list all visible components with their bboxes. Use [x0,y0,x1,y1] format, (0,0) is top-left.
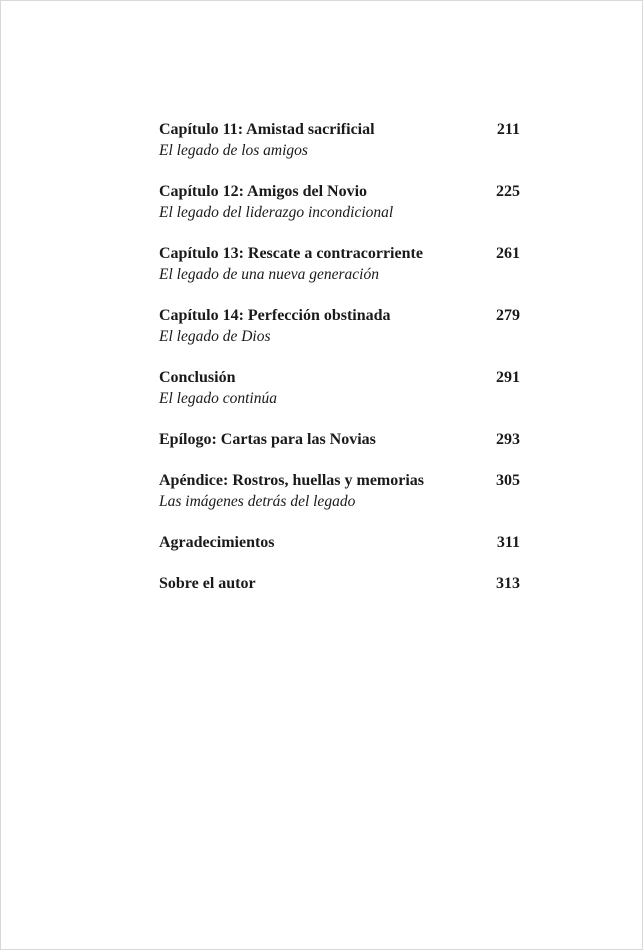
toc-entry-appendix [159,471,520,512]
toc-entry-title: Sobre el autor [159,575,256,592]
toc-entry-row [159,533,520,553]
toc-entry-row [159,182,520,202]
toc-entry-page-number: 293 [496,431,520,448]
toc-entry-row [159,574,520,594]
toc-entry-row [159,430,520,450]
toc-entry-chapter-12 [159,182,520,223]
toc-entry-page-number: 305 [496,472,520,489]
toc-entry-row [159,471,520,491]
toc-entry-subtitle: El legado del liderazgo incondicional [159,204,394,221]
toc-entry-title: Capítulo 13: Rescate a contracorriente [159,245,423,262]
toc-entry-title: Conclusión [159,369,236,386]
toc-entry-title: Apéndice: Rostros, huellas y memorias [159,472,425,489]
toc-entry-subtitle: El legado continúa [159,390,277,407]
toc-entry-page-number: 261 [496,245,520,262]
toc-entry-title: Capítulo 14: Perfección obstinada [159,307,391,324]
toc-entry-chapter-11 [159,120,520,161]
toc-entry-chapter-14 [159,306,520,347]
toc-entry-title: Epílogo: Cartas para las Novias [159,431,376,448]
toc-entry-page-number: 211 [496,121,520,138]
toc-entry-page-number: 291 [496,369,520,386]
toc-entry-page-number: 311 [496,534,520,551]
toc-entry-row [159,368,520,388]
toc-entry-conclusion [159,368,520,409]
toc-entry-page-number: 313 [496,575,520,592]
table-of-contents [159,120,520,594]
toc-entry-row [159,244,520,264]
toc-entry-row [159,306,520,326]
toc-entry-acknowledgements [159,533,520,553]
toc-entry-page-number: 225 [496,183,520,200]
toc-entry-subtitle: Las imágenes detrás del legado [159,493,356,510]
toc-entry-chapter-13 [159,244,520,285]
toc-entry-page-number: 279 [496,307,520,324]
toc-entry-row [159,120,520,140]
toc-entry-epilogue [159,430,520,450]
toc-entry-about-author [159,574,520,594]
toc-entry-title: Capítulo 12: Amigos del Novio [159,183,368,200]
toc-entry-title: Capítulo 11: Amistad sacrificial [159,121,375,138]
toc-entry-subtitle: El legado de los amigos [159,142,308,159]
toc-entry-subtitle: El legado de una nueva generación [159,266,379,283]
toc-entry-title: Agradecimientos [159,534,275,551]
toc-entry-subtitle: El legado de Dios [159,328,271,345]
